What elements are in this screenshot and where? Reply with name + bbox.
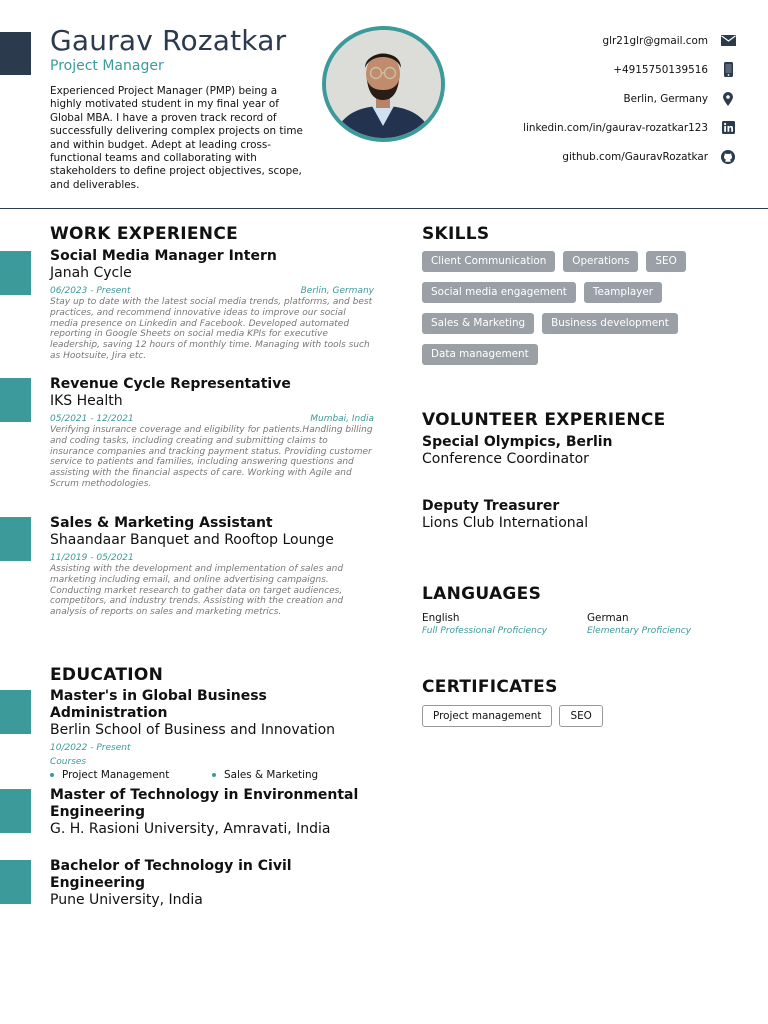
job-location: Mumbai, India (310, 414, 374, 424)
contact-email[interactable] (523, 26, 736, 55)
education-item (50, 787, 380, 838)
github-icon (720, 150, 736, 164)
volunteer-org: Deputy Treasurer (422, 498, 560, 514)
job-description: Assisting with the development and implementation of sales and marketing including email, and online advertising campaigns. Conducting market research to gather data on target audiences, competitors, and industry trends. Assisting with the creation and analysis of reports on sales and marketing metrics. (50, 564, 344, 618)
location-pin-icon (720, 92, 736, 106)
course-name: Project Management (62, 769, 170, 781)
language-item (587, 612, 752, 636)
profile-photo-frame (322, 26, 445, 142)
degree-institution: Berlin School of Business and Innovation (50, 722, 336, 738)
degree-title: Bachelor of Technology in Civil Engineering (50, 858, 292, 891)
degree-dates: 10/2022 - Present (50, 743, 131, 753)
phone-icon (720, 63, 736, 77)
job-dates: 06/2023 - Present (50, 286, 131, 296)
candidate-role: Project Manager (50, 58, 164, 74)
certificates-heading: CERTIFICATES (422, 677, 558, 697)
skill-tag: Sales & Marketing (422, 313, 534, 334)
contact-phone[interactable] (523, 55, 736, 84)
education-item (50, 688, 374, 781)
volunteer-item (422, 498, 588, 532)
degree-title: Master of Technology in Environmental Engineering (50, 787, 359, 820)
contact-phone-text: +4915750139516 (613, 63, 708, 76)
languages-heading: LANGUAGES (422, 584, 542, 604)
work-item (50, 515, 374, 618)
degree-meta (50, 743, 374, 753)
language-level: Elementary Proficiency (587, 626, 692, 636)
contact-location (523, 84, 736, 113)
skills-heading: SKILLS (422, 224, 490, 244)
work-item-marker (0, 378, 31, 422)
courses-label: Courses (50, 757, 87, 767)
job-meta (50, 414, 374, 424)
education-heading: EDUCATION (50, 665, 164, 685)
job-meta (50, 286, 374, 296)
work-item-marker (0, 517, 31, 561)
job-company: Janah Cycle (50, 265, 132, 281)
contact-list (523, 26, 736, 171)
volunteer-role: Conference Coordinator (422, 451, 589, 467)
certificate-tag: Project management (422, 705, 552, 727)
education-item-marker (0, 789, 31, 833)
job-meta (50, 553, 374, 563)
course-item (212, 769, 374, 781)
envelope-icon (720, 34, 736, 48)
course-name: Sales & Marketing (224, 769, 319, 781)
job-title: Sales & Marketing Assistant (50, 515, 273, 531)
volunteer-org: Special Olympics, Berlin (422, 434, 613, 450)
degree-institution: G. H. Rasioni University, Amravati, India (50, 821, 331, 837)
skill-tag: Client Communication (422, 251, 555, 272)
degree-title: Master's in Global Business Administration (50, 688, 267, 721)
job-description: Stay up to date with the latest social media trends, platforms, and best practices, and recommend innovative ideas to improve our social media presence on Linkedin and Facebook. Developed automated reporting in Google Sheets on social media KPIs for executive leadership, saving 12 hours of monthly time. Managing with tools such as Hootsuite, Jira etc. (50, 297, 373, 361)
course-item (50, 769, 212, 781)
job-location: Berlin, Germany (300, 286, 374, 296)
linkedin-icon (720, 121, 736, 135)
job-company: IKS Health (50, 393, 123, 409)
language-list (422, 612, 752, 636)
job-title: Social Media Manager Intern (50, 248, 277, 264)
job-dates: 11/2019 - 05/2021 (50, 553, 134, 563)
header-divider (0, 208, 768, 209)
skill-tag: Business development (542, 313, 678, 334)
profile-photo (326, 30, 441, 138)
skill-tag: Social media engagement (422, 282, 576, 303)
work-item-marker (0, 251, 31, 295)
job-dates: 05/2021 - 12/2021 (50, 414, 134, 424)
language-name: English (422, 612, 460, 624)
language-item (422, 612, 587, 636)
skill-tag: Operations (563, 251, 638, 272)
education-item-marker (0, 860, 31, 904)
work-item (50, 376, 374, 490)
contact-email-text: glr21glr@gmail.com (602, 34, 708, 47)
bullet-icon (50, 773, 54, 777)
candidate-name: Gaurav Rozatkar (50, 24, 287, 57)
language-level: Full Professional Proficiency (422, 626, 548, 636)
certificate-list (422, 705, 610, 727)
volunteer-item (422, 434, 613, 468)
education-item (50, 858, 390, 909)
education-item-marker (0, 690, 31, 734)
language-name: German (587, 612, 629, 624)
skills-list (422, 251, 722, 375)
work-item (50, 248, 374, 362)
volunteer-heading: VOLUNTEER EXPERIENCE (422, 410, 666, 430)
skill-tag: Teamplayer (584, 282, 662, 303)
contact-github[interactable] (523, 142, 736, 171)
certificate-tag: SEO (559, 705, 602, 727)
header-accent-bar (0, 32, 31, 75)
profile-summary: Experienced Project Manager (PMP) being a highly motivated student in my final year of Global MBA. I have a proven track record of successfully delivering complex projects on time and within budget. Adept at leading cross-functional teams and collaborating with stakeholders to define project objectives, scope, and deliverables. (50, 85, 303, 191)
contact-linkedin[interactable] (523, 113, 736, 142)
skill-tag: Data management (422, 344, 538, 365)
skill-tag: SEO (646, 251, 685, 272)
contact-location-text: Berlin, Germany (623, 92, 708, 105)
degree-institution: Pune University, India (50, 892, 203, 908)
job-title: Revenue Cycle Representative (50, 376, 291, 392)
bullet-icon (212, 773, 216, 777)
course-list (50, 769, 374, 781)
contact-linkedin-text: linkedin.com/in/gaurav-rozatkar123 (523, 121, 708, 134)
contact-github-text: github.com/GauravRozatkar (562, 150, 708, 163)
work-experience-heading: WORK EXPERIENCE (50, 224, 239, 244)
job-description: Verifying insurance coverage and eligibility for patients.Handling billing and coding tasks, including creating and submitting claims to insurance companies and tracking payment status. Providing customer service to patients and families, including answering questions and assisting with the financial aspects of care. Working with Agile and Scrum methodologies. (50, 425, 373, 489)
job-company: Shaandaar Banquet and Rooftop Lounge (50, 532, 334, 548)
volunteer-role: Lions Club International (422, 515, 589, 531)
